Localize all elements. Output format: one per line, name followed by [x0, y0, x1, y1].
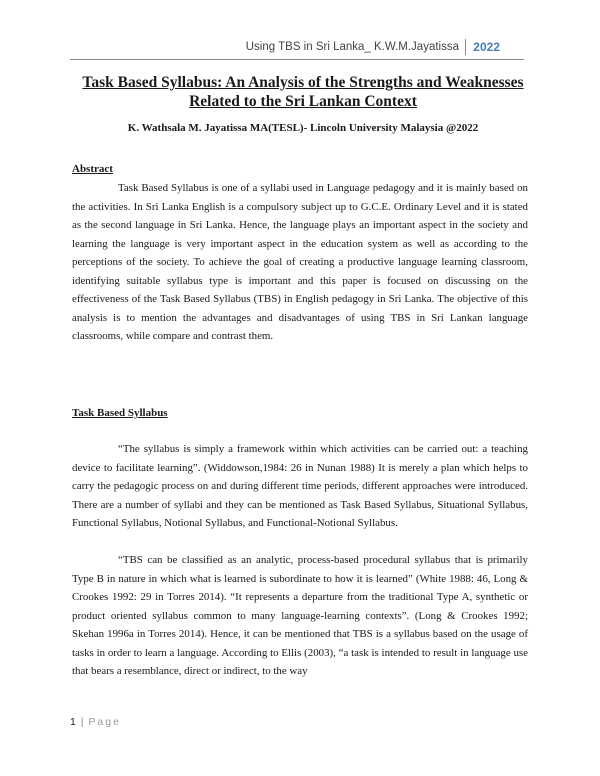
paper-title	[40, 73, 566, 111]
title-line-1: Task Based Syllabus: An Analysis of the Strengths and Weaknesses	[82, 74, 524, 91]
body-paragraph-2: “TBS can be classified as an analytic, process-based procedural syllabus that is primarily Type B in nature in which what is learned is subordinate to how it is learned” (White 1988: 46, Long & Crookes 1992: 29 in Torres 2014). “It represents a departure from the traditional Type A, synthetic or product oriented syllabus common to many language-learning contexts”. (Long & Crookes 1992; Skehan 1996a in Torres 2014). Hence, it can be mentioned that TBS is a syllabus based on the usage of tasks in order to learn a language. According to Ellis (2003), “a task is intended to result in language use that bears a resemblance, direct or indirect, to the way	[72, 554, 528, 677]
author-line: K. Wathsala M. Jayatissa MA(TESL)- Lincoln University Malaysia @2022	[127, 122, 479, 134]
page-label: Page	[88, 716, 121, 728]
title-line-2: Related to the Sri Lankan Context	[189, 93, 417, 110]
abstract-heading: Abstract	[72, 163, 113, 175]
header-year: 2022	[473, 40, 500, 54]
section-heading-task-based-syllabus: Task Based Syllabus	[72, 407, 168, 419]
abstract-text: Task Based Syllabus is one of a syllabi used in Language pedagogy and it is mainly based on the activities. In Sri Lanka English is a compulsory subject up to G.C.E. Ordinary Level and it is stated as the second language in Sri Lanka. Hence, the language plays an important aspect in the society and learning the language is very important aspect in the education system as well as according to the perceptions of the society. To achieve the goal of creating a productive language learning classroom, identifying suitable syllabus type is important and this paper is focused on discussing on the effectiveness of the Task Based Syllabus (TBS) in English pedagogy in Sri Lanka. The objective of this analysis is to mention the advantages and disadvantages of using TBS in Sri Lankan language classrooms, while compare and contrast them.	[72, 182, 528, 342]
body-paragraph-1: “The syllabus is simply a framework within which activities can be carried out: a teaching device to facilitate learning”. (Widdowson,1984: 26 in Nunan 1988) It is merely a plan which helps to carry the pedagogic process on and during different time periods, different approaches were introduced. There are a number of syllabi and they can be mentioned as Task Based Syllabus, Situational Syllabus, Functional Syllabus, Notional Syllabus, and Functional-Notional Syllabus.	[72, 443, 528, 529]
header-divider	[70, 59, 524, 60]
page-footer	[70, 716, 121, 728]
running-header	[0, 37, 524, 59]
footer-separator: |	[80, 716, 84, 728]
running-title: Using TBS in Sri Lanka_ K.W.M.Jayatissa	[246, 39, 466, 55]
page-number: 1	[70, 716, 76, 728]
